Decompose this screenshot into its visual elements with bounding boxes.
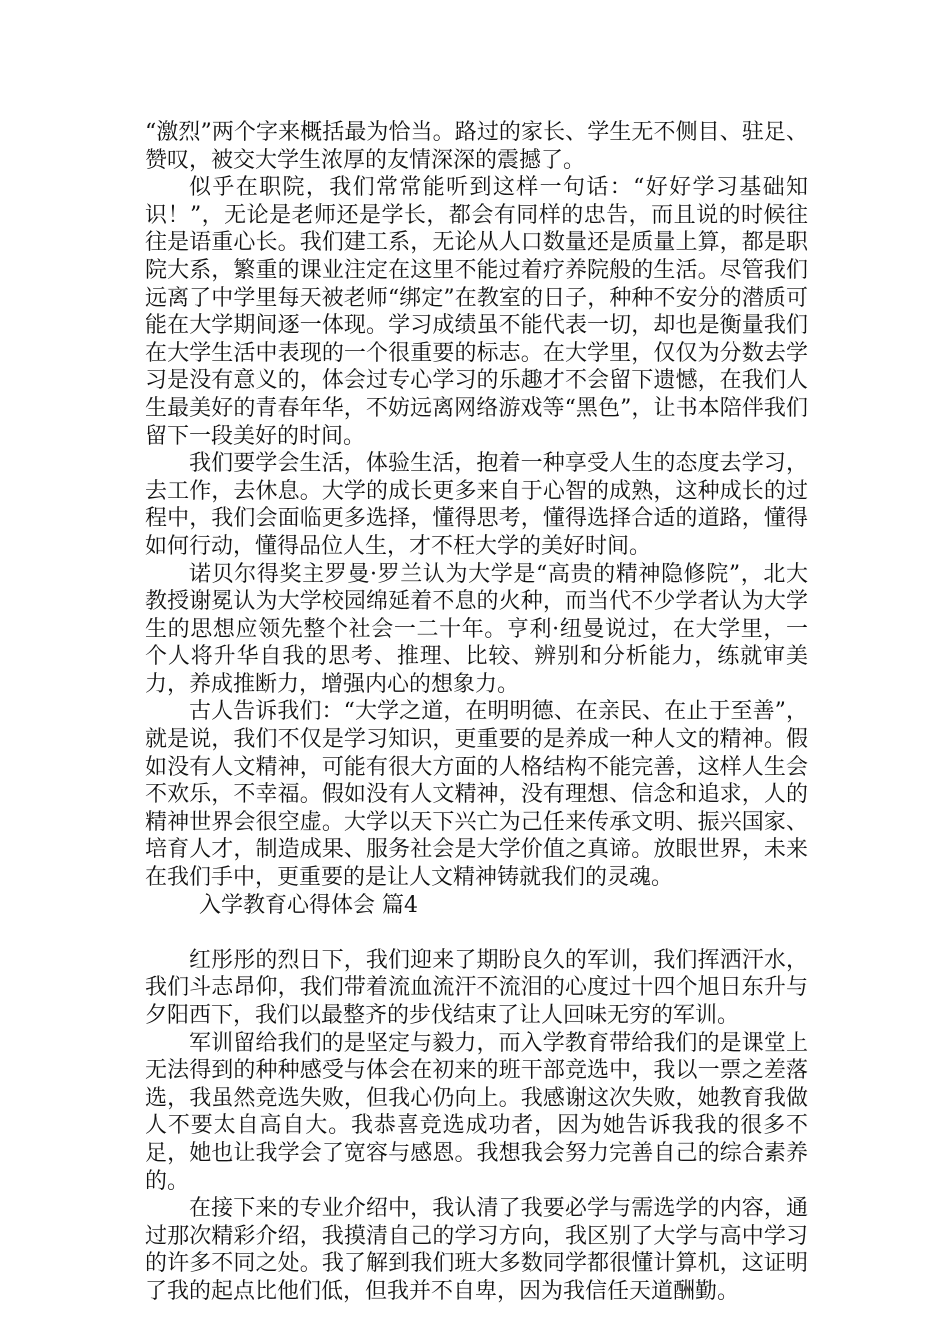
paragraph-life: 我们要学会生活，体验生活，抱着一种享受人生的态度去学习，去工作，去休息。大学的成长更多来自于心智的成熟，这种成长的过程中，我们会面临更多选择，懂得思考，懂得选择合适的道路，懂得如何行动，懂得品位人生，才不枉大学的美好时间。 — [145, 451, 808, 559]
blank-line — [145, 919, 808, 947]
section-heading: 入学教育心得体会 篇4 — [199, 892, 418, 918]
paragraph-election: 军训留给我们的是坚定与毅力，而入学教育带给我们的是课堂上无法得到的种种感受与体会在初来的班干部竞选中，我以一票之差落选，我虽然竞选失败，但我心仍向上。我感谢这次失败，她教育我做人不要太自高自大。我恭喜竞选成功者，因为她告诉我我的很多不足，她也让我学会了宽容与感恩。我想我会努力完善自己的综合素养的。 — [145, 1030, 808, 1194]
document-page — [145, 119, 808, 1306]
paragraph-quotes: 诺贝尔得奖主罗曼·罗兰认为大学是“高贵的精神隐修院”，北大教授谢冕认为大学校园绵延着不息的火种，而当代不少学者认为大学生的思想应领先整个社会一二十年。亨利·纽曼说过，在大学里，一个人将升华自我的思考、推理、比较、辨别和分析能力，练就审美力，养成推断力，增强内心的想象力。 — [145, 561, 808, 697]
paragraph-continued: “激烈”两个字来概括最为恰当。路过的家长、学生无不侧目、驻足、赞叹，被交大学生浓厚的友情深深的震撼了。 — [145, 120, 808, 173]
paragraph-study: 似乎在职院，我们常常能听到这样一句话：“好好学习基础知识！”，无论是老师还是学长，都会有同样的忠告，而且说的时候往往是语重心长。我们建工系，无论从人口数量还是质量上算，都是职院大系，繁重的课业注定在这里不能过着疗养院般的生活。尽管我们远离了中学里每天被老师“绑定”在教室的日子，种种不安分的潜质可能在大学期间逐一体现。学习成绩虽不能代表一切，却也是衡量我们在大学生活中表现的一个很重要的标志。在大学里，仅仅为分数去学习是没有意义的，体会过专心学习的乐趣才不会留下遗憾，在我们人生最美好的青春年华，不妨远离网络游戏等“黑色”，让书本陪伴我们留下一段美好的时间。 — [145, 175, 808, 449]
paragraph-major-intro: 在接下来的专业介绍中，我认清了我要必学与需选学的内容，通过那次精彩介绍，我摸清自己的学习方向，我区别了大学与高中学习的许多不同之处。我了解到我们班大多数同学都很懂计算机，这证明了我的起点比他们低，但我并不自卑，因为我信任天道酬勤。 — [145, 1196, 808, 1304]
paragraph-military-training: 红彤彤的烈日下，我们迎来了期盼良久的军训，我们挥洒汗水，我们斗志昂仰，我们带着流血流汗不流泪的心度过十四个旭日东升与夕阳西下，我们以最整齐的步伐结束了让人回味无穷的军训。 — [145, 947, 808, 1028]
paragraph-humanities: 古人告诉我们：“大学之道，在明明德、在亲民、在止于至善”，就是说，我们不仅是学习知识，更重要的是养成一种人文的精神。假如没有人文精神，可能有很大方面的人格结构不能完善，这样人生会不欢乐，不幸福。假如没有人文精神，没有理想、信念和追求，人的精神世界会很空虚。大学以天下兴亡为己任来传承文明、振兴国家、培育人才，制造成果、服务社会是大学价值之真谛。放眼世界，未来在我们手中，更重要的是让人文精神铸就我们的灵魂。 — [145, 699, 808, 891]
